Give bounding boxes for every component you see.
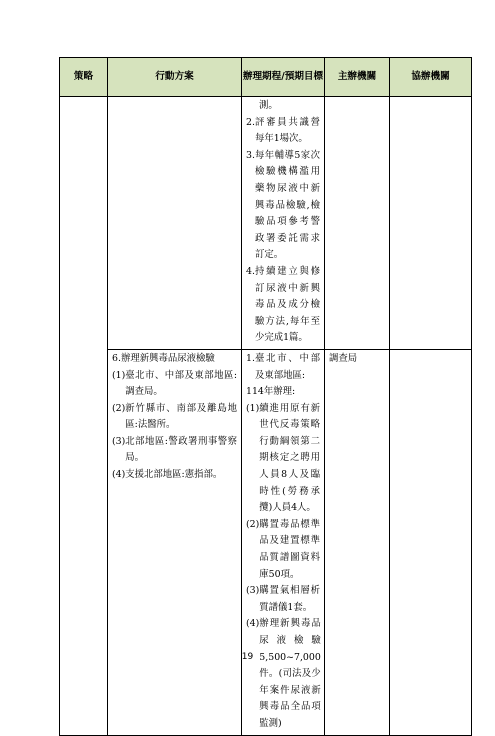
item-text: 續進用原有新世代反毒策略行動綱領第二期核定之聘用人員8人及臨時性(勞務承攬)人員4人。 (259, 402, 320, 514)
list-item (112, 368, 237, 401)
header-assist-agency: 協辦機關 (390, 58, 472, 97)
schedule-list (246, 115, 320, 347)
item-number: 1. (246, 352, 255, 364)
list-item (112, 401, 237, 434)
item-number: (1) (246, 402, 260, 414)
action-cell-continued (108, 97, 242, 350)
schedule-cell-continued (242, 97, 325, 350)
action-title: 6.辦理新興毒品尿液檢驗 (112, 352, 215, 364)
lead-agency-cell-6 (325, 349, 390, 735)
item-text: 支援北部地區:憲指部。 (125, 469, 223, 481)
item-number: (3) (246, 585, 260, 597)
list-item (112, 467, 237, 484)
schedule-cell-6 (242, 349, 325, 735)
assist-agency-cell-continued (390, 97, 472, 350)
schedule-year: 114年辦理: (246, 386, 296, 398)
list-item (246, 264, 320, 347)
list-item (246, 351, 320, 384)
assist-agency (390, 350, 471, 353)
item-number: 4. (246, 265, 255, 277)
list-item (246, 401, 320, 517)
header-lead-agency: 主辦機關 (325, 58, 390, 97)
action-cell-6 (108, 349, 242, 735)
table-row-continued (60, 97, 472, 350)
header-strategy: 策略 (60, 58, 108, 97)
item-number: (2) (112, 402, 126, 414)
item-text: 每年輔導5家次檢驗機構濫用藥物尿液中新興毒品檢驗,檢驗品項參考警政署委託需求訂定。 (254, 149, 320, 261)
list-item (246, 517, 320, 583)
header-schedule-target: 辦理期程/預期目標 (242, 58, 325, 97)
header-row (60, 58, 472, 97)
list-item (246, 115, 320, 148)
item-number: (1) (112, 369, 126, 381)
schedule-sub-list (246, 401, 320, 733)
item-number: (2) (246, 518, 260, 530)
action-plan-table (59, 57, 472, 736)
item-text: 臺北市、中部及東部地區:調查局。 (125, 369, 237, 398)
item-text: 購置氣相層析質譜儀1套。 (259, 585, 320, 613)
header-action-plan: 行動方案 (108, 58, 242, 97)
table-row-6 (60, 349, 472, 735)
list-item (246, 148, 320, 264)
item-text: 持續建立與修訂尿液中新興毒品及成分檢驗方法,每年至少完成1篇。 (254, 265, 320, 344)
item-text: 臺北市、中部及東部地區: (254, 352, 320, 381)
item-number: (4) (246, 618, 260, 630)
item-number: (3) (112, 435, 126, 447)
item-number: 2. (246, 116, 255, 128)
lead-agency: 調查局 (329, 352, 358, 364)
item-text: 北部地區:警政署刑事警察局。 (125, 435, 237, 464)
assist-agency-cell-6 (390, 349, 472, 735)
strategy-cell (60, 97, 108, 736)
page-number: 19 (241, 652, 254, 662)
item-text: 新竹縣市、南部及離島地區:法醫所。 (125, 402, 237, 431)
schedule-lead-text: 測。 (259, 100, 278, 111)
item-number: (4) (112, 469, 126, 481)
list-item (246, 583, 320, 616)
list-item (246, 616, 320, 732)
item-number: 3. (246, 149, 255, 161)
item-text: 辦理新興毒品尿液檢驗5,500~7,000件。(司法及少年案件尿液新興毒品全品項監測) (259, 618, 321, 729)
action-list (112, 368, 237, 484)
lead-agency-cell-continued (325, 97, 390, 350)
item-text: 購置毒品標準品及建置標準品質譜圖資料庫50項。 (259, 518, 320, 580)
list-item (112, 434, 237, 467)
item-text: 評審員共識營每年1場次。 (254, 116, 320, 145)
